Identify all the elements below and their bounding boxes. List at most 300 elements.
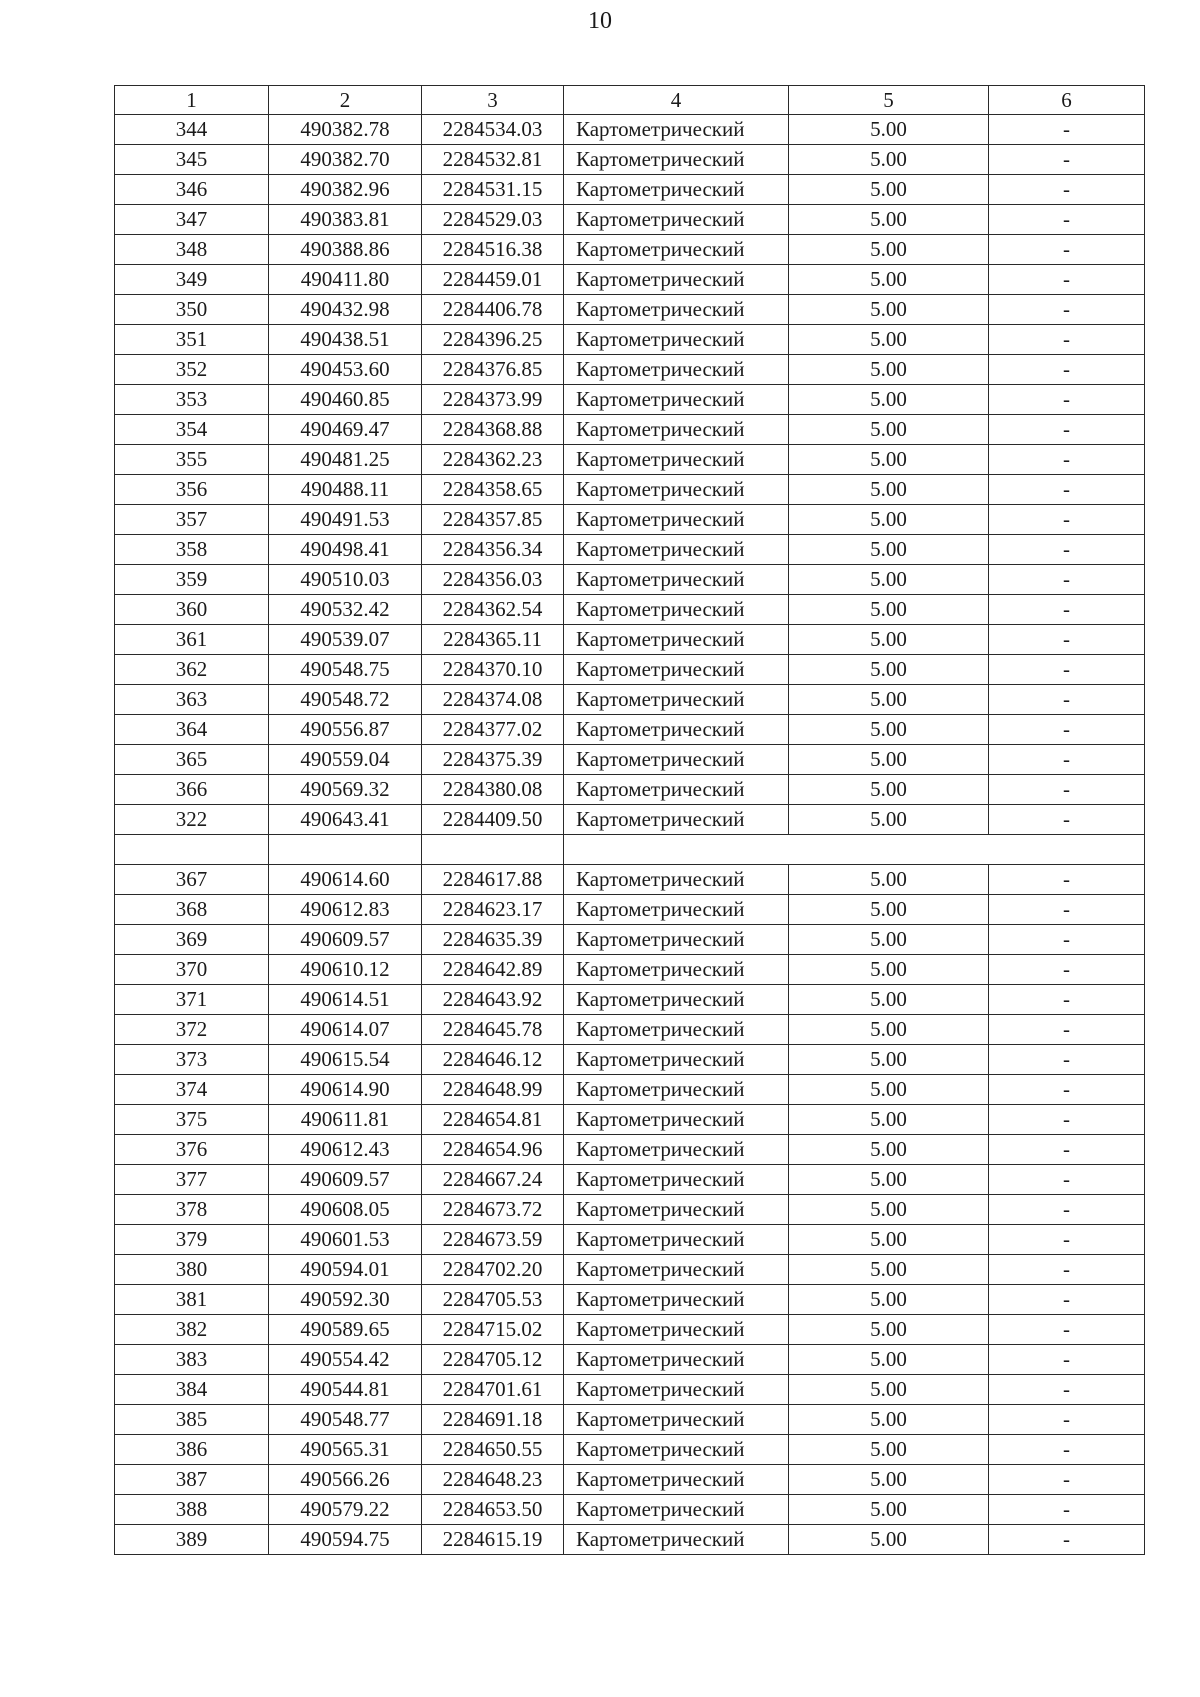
cell-point-number: 348 <box>115 235 269 265</box>
cell-coord-x: 490612.83 <box>269 895 422 925</box>
cell-coord-y: 2284617.88 <box>422 865 564 895</box>
cell-note: - <box>989 1315 1145 1345</box>
cell-accuracy: 5.00 <box>789 715 989 745</box>
cell-coord-x: 490382.70 <box>269 145 422 175</box>
cell-coord-y: 2284356.34 <box>422 535 564 565</box>
cell-coord-y: 2284529.03 <box>422 205 564 235</box>
table-row <box>115 955 1145 985</box>
table-row <box>115 1375 1145 1405</box>
cell-coord-y: 2284376.85 <box>422 355 564 385</box>
cell-coord-y: 2284702.20 <box>422 1255 564 1285</box>
table-row <box>115 415 1145 445</box>
separator-row <box>115 835 1145 865</box>
cell-method: Картометрический <box>564 475 789 505</box>
table-row <box>115 1255 1145 1285</box>
cell-accuracy: 5.00 <box>789 805 989 835</box>
cell-note: - <box>989 1195 1145 1225</box>
empty-cell <box>269 835 422 865</box>
cell-method: Картометрический <box>564 1045 789 1075</box>
cell-accuracy: 5.00 <box>789 205 989 235</box>
cell-method: Картометрический <box>564 1165 789 1195</box>
cell-point-number: 358 <box>115 535 269 565</box>
table-row <box>115 1225 1145 1255</box>
cell-coord-y: 2284667.24 <box>422 1165 564 1195</box>
table-row <box>115 625 1145 655</box>
cell-coord-y: 2284380.08 <box>422 775 564 805</box>
cell-note: - <box>989 385 1145 415</box>
cell-note: - <box>989 565 1145 595</box>
cell-note: - <box>989 625 1145 655</box>
column-header: 3 <box>422 86 564 115</box>
cell-coord-x: 490554.42 <box>269 1345 422 1375</box>
cell-coord-x: 490614.07 <box>269 1015 422 1045</box>
cell-point-number: 389 <box>115 1525 269 1555</box>
table-row <box>115 445 1145 475</box>
table-row <box>115 115 1145 145</box>
cell-note: - <box>989 235 1145 265</box>
cell-coord-x: 490548.77 <box>269 1405 422 1435</box>
cell-accuracy: 5.00 <box>789 565 989 595</box>
cell-coord-y: 2284375.39 <box>422 745 564 775</box>
cell-accuracy: 5.00 <box>789 745 989 775</box>
cell-coord-y: 2284648.23 <box>422 1465 564 1495</box>
cell-note: - <box>989 1285 1145 1315</box>
table-row <box>115 565 1145 595</box>
cell-note: - <box>989 1435 1145 1465</box>
cell-note: - <box>989 1525 1145 1555</box>
cell-point-number: 384 <box>115 1375 269 1405</box>
cell-coord-y: 2284531.15 <box>422 175 564 205</box>
cell-method: Картометрический <box>564 955 789 985</box>
cell-coord-y: 2284673.72 <box>422 1195 564 1225</box>
cell-coord-x: 490556.87 <box>269 715 422 745</box>
table-row <box>115 1195 1145 1225</box>
cell-coord-y: 2284642.89 <box>422 955 564 985</box>
cell-coord-x: 490548.72 <box>269 685 422 715</box>
cell-coord-y: 2284654.96 <box>422 1135 564 1165</box>
cell-coord-y: 2284373.99 <box>422 385 564 415</box>
cell-accuracy: 5.00 <box>789 115 989 145</box>
cell-method: Картометрический <box>564 385 789 415</box>
cell-note: - <box>989 355 1145 385</box>
cell-point-number: 387 <box>115 1465 269 1495</box>
table-row <box>115 1285 1145 1315</box>
cell-method: Картометрический <box>564 1075 789 1105</box>
cell-note: - <box>989 715 1145 745</box>
table-row <box>115 175 1145 205</box>
cell-coord-y: 2284643.92 <box>422 985 564 1015</box>
cell-method: Картометрический <box>564 115 789 145</box>
cell-method: Картометрический <box>564 685 789 715</box>
cell-method: Картометрический <box>564 1015 789 1045</box>
cell-coord-y: 2284396.25 <box>422 325 564 355</box>
cell-note: - <box>989 1135 1145 1165</box>
cell-method: Картометрический <box>564 625 789 655</box>
cell-coord-x: 490579.22 <box>269 1495 422 1525</box>
cell-accuracy: 5.00 <box>789 445 989 475</box>
table-row <box>115 385 1145 415</box>
table-header-row <box>115 86 1145 115</box>
cell-accuracy: 5.00 <box>789 655 989 685</box>
cell-note: - <box>989 1045 1145 1075</box>
cell-method: Картометрический <box>564 1525 789 1555</box>
cell-coord-y: 2284705.53 <box>422 1285 564 1315</box>
cell-method: Картометрический <box>564 505 789 535</box>
cell-point-number: 347 <box>115 205 269 235</box>
cell-point-number: 366 <box>115 775 269 805</box>
cell-accuracy: 5.00 <box>789 1375 989 1405</box>
cell-point-number: 357 <box>115 505 269 535</box>
cell-accuracy: 5.00 <box>789 955 989 985</box>
cell-method: Картометрический <box>564 295 789 325</box>
empty-cell <box>422 835 564 865</box>
cell-coord-y: 2284362.54 <box>422 595 564 625</box>
cell-coord-x: 490539.07 <box>269 625 422 655</box>
cell-point-number: 378 <box>115 1195 269 1225</box>
table-row <box>115 235 1145 265</box>
cell-accuracy: 5.00 <box>789 415 989 445</box>
cell-coord-y: 2284654.81 <box>422 1105 564 1135</box>
cell-coord-x: 490453.60 <box>269 355 422 385</box>
cell-coord-x: 490510.03 <box>269 565 422 595</box>
cell-coord-x: 490491.53 <box>269 505 422 535</box>
table-row <box>115 985 1145 1015</box>
cell-coord-x: 490460.85 <box>269 385 422 415</box>
cell-point-number: 364 <box>115 715 269 745</box>
cell-note: - <box>989 505 1145 535</box>
cell-accuracy: 5.00 <box>789 985 989 1015</box>
cell-note: - <box>989 115 1145 145</box>
cell-point-number: 368 <box>115 895 269 925</box>
cell-method: Картометрический <box>564 235 789 265</box>
cell-accuracy: 5.00 <box>789 595 989 625</box>
cell-coord-y: 2284532.81 <box>422 145 564 175</box>
table-row <box>115 1525 1145 1555</box>
cell-accuracy: 5.00 <box>789 1315 989 1345</box>
cell-point-number: 365 <box>115 745 269 775</box>
empty-cell <box>115 835 269 865</box>
table-row <box>115 1345 1145 1375</box>
cell-note: - <box>989 205 1145 235</box>
cell-method: Картометрический <box>564 595 789 625</box>
cell-point-number: 385 <box>115 1405 269 1435</box>
table-row <box>115 745 1145 775</box>
cell-accuracy: 5.00 <box>789 1195 989 1225</box>
cell-note: - <box>989 295 1145 325</box>
cell-method: Картометрический <box>564 655 789 685</box>
cell-accuracy: 5.00 <box>789 1105 989 1135</box>
cell-accuracy: 5.00 <box>789 895 989 925</box>
cell-accuracy: 5.00 <box>789 1135 989 1165</box>
cell-coord-x: 490382.96 <box>269 175 422 205</box>
cell-method: Картометрический <box>564 1105 789 1135</box>
cell-coord-x: 490566.26 <box>269 1465 422 1495</box>
cell-note: - <box>989 175 1145 205</box>
table-row <box>115 1465 1145 1495</box>
cell-accuracy: 5.00 <box>789 505 989 535</box>
cell-point-number: 355 <box>115 445 269 475</box>
cell-method: Картометрический <box>564 535 789 565</box>
cell-method: Картометрический <box>564 1255 789 1285</box>
cell-method: Картометрический <box>564 205 789 235</box>
cell-method: Картометрический <box>564 925 789 955</box>
cell-point-number: 349 <box>115 265 269 295</box>
cell-point-number: 350 <box>115 295 269 325</box>
cell-coord-y: 2284623.17 <box>422 895 564 925</box>
cell-point-number: 375 <box>115 1105 269 1135</box>
cell-note: - <box>989 985 1145 1015</box>
cell-coord-y: 2284406.78 <box>422 295 564 325</box>
cell-method: Картометрический <box>564 1405 789 1435</box>
cell-method: Картометрический <box>564 985 789 1015</box>
table-row <box>115 145 1145 175</box>
table-row <box>115 1165 1145 1195</box>
cell-point-number: 379 <box>115 1225 269 1255</box>
cell-note: - <box>989 925 1145 955</box>
cell-coord-x: 490614.60 <box>269 865 422 895</box>
cell-coord-y: 2284357.85 <box>422 505 564 535</box>
cell-accuracy: 5.00 <box>789 1165 989 1195</box>
cell-point-number: 359 <box>115 565 269 595</box>
cell-method: Картометрический <box>564 1495 789 1525</box>
column-header: 5 <box>789 86 989 115</box>
cell-method: Картометрический <box>564 265 789 295</box>
cell-point-number: 376 <box>115 1135 269 1165</box>
cell-coord-y: 2284673.59 <box>422 1225 564 1255</box>
cell-coord-x: 490589.65 <box>269 1315 422 1345</box>
cell-accuracy: 5.00 <box>789 1075 989 1105</box>
cell-method: Картометрический <box>564 1465 789 1495</box>
table-row <box>115 595 1145 625</box>
cell-coord-y: 2284648.99 <box>422 1075 564 1105</box>
cell-coord-y: 2284356.03 <box>422 565 564 595</box>
cell-method: Картометрический <box>564 1435 789 1465</box>
cell-point-number: 377 <box>115 1165 269 1195</box>
cell-coord-y: 2284409.50 <box>422 805 564 835</box>
table-row <box>115 1405 1145 1435</box>
cell-coord-y: 2284368.88 <box>422 415 564 445</box>
cell-point-number: 371 <box>115 985 269 1015</box>
cell-coord-y: 2284377.02 <box>422 715 564 745</box>
cell-method: Картометрический <box>564 145 789 175</box>
cell-coord-x: 490565.31 <box>269 1435 422 1465</box>
cell-coord-x: 490488.11 <box>269 475 422 505</box>
cell-coord-x: 490548.75 <box>269 655 422 685</box>
table-row <box>115 475 1145 505</box>
cell-accuracy: 5.00 <box>789 685 989 715</box>
cell-point-number: 367 <box>115 865 269 895</box>
cell-coord-x: 490608.05 <box>269 1195 422 1225</box>
cell-note: - <box>989 745 1145 775</box>
cell-accuracy: 5.00 <box>789 1255 989 1285</box>
cell-point-number: 370 <box>115 955 269 985</box>
cell-coord-x: 490614.90 <box>269 1075 422 1105</box>
cell-coord-x: 490615.54 <box>269 1045 422 1075</box>
table-row <box>115 505 1145 535</box>
cell-note: - <box>989 1255 1145 1285</box>
cell-method: Картометрический <box>564 1195 789 1225</box>
cell-note: - <box>989 265 1145 295</box>
cell-note: - <box>989 805 1145 835</box>
cell-coord-x: 490594.75 <box>269 1525 422 1555</box>
column-header: 6 <box>989 86 1145 115</box>
cell-coord-x: 490481.25 <box>269 445 422 475</box>
cell-coord-y: 2284715.02 <box>422 1315 564 1345</box>
cell-accuracy: 5.00 <box>789 235 989 265</box>
cell-note: - <box>989 1345 1145 1375</box>
cell-point-number: 380 <box>115 1255 269 1285</box>
cell-method: Картометрический <box>564 1135 789 1165</box>
cell-point-number: 322 <box>115 805 269 835</box>
table-row <box>115 295 1145 325</box>
table-row <box>115 805 1145 835</box>
table-row <box>115 325 1145 355</box>
cell-note: - <box>989 415 1145 445</box>
cell-method: Картометрический <box>564 1345 789 1375</box>
cell-coord-x: 490383.81 <box>269 205 422 235</box>
cell-note: - <box>989 445 1145 475</box>
table-row <box>115 1315 1145 1345</box>
cell-point-number: 344 <box>115 115 269 145</box>
cell-point-number: 374 <box>115 1075 269 1105</box>
cell-point-number: 372 <box>115 1015 269 1045</box>
cell-method: Картометрический <box>564 355 789 385</box>
cell-coord-x: 490594.01 <box>269 1255 422 1285</box>
cell-point-number: 345 <box>115 145 269 175</box>
cell-accuracy: 5.00 <box>789 1225 989 1255</box>
cell-coord-x: 490609.57 <box>269 925 422 955</box>
cell-accuracy: 5.00 <box>789 1465 989 1495</box>
cell-accuracy: 5.00 <box>789 775 989 805</box>
cell-point-number: 356 <box>115 475 269 505</box>
cell-coord-x: 490432.98 <box>269 295 422 325</box>
cell-coord-x: 490592.30 <box>269 1285 422 1315</box>
cell-method: Картометрический <box>564 415 789 445</box>
cell-coord-x: 490498.41 <box>269 535 422 565</box>
cell-note: - <box>989 1465 1145 1495</box>
cell-note: - <box>989 595 1145 625</box>
cell-point-number: 360 <box>115 595 269 625</box>
cell-coord-x: 490611.81 <box>269 1105 422 1135</box>
cell-coord-x: 490438.51 <box>269 325 422 355</box>
cell-point-number: 351 <box>115 325 269 355</box>
cell-coord-y: 2284615.19 <box>422 1525 564 1555</box>
cell-coord-y: 2284653.50 <box>422 1495 564 1525</box>
cell-method: Картометрический <box>564 745 789 775</box>
cell-coord-x: 490388.86 <box>269 235 422 265</box>
cell-point-number: 383 <box>115 1345 269 1375</box>
cell-point-number: 362 <box>115 655 269 685</box>
cell-method: Картометрический <box>564 715 789 745</box>
cell-coord-y: 2284635.39 <box>422 925 564 955</box>
cell-coord-x: 490532.42 <box>269 595 422 625</box>
cell-coord-x: 490614.51 <box>269 985 422 1015</box>
cell-point-number: 382 <box>115 1315 269 1345</box>
cell-coord-y: 2284516.38 <box>422 235 564 265</box>
cell-accuracy: 5.00 <box>789 1525 989 1555</box>
cell-coord-y: 2284459.01 <box>422 265 564 295</box>
cell-coord-x: 490559.04 <box>269 745 422 775</box>
cell-note: - <box>989 865 1145 895</box>
cell-accuracy: 5.00 <box>789 1345 989 1375</box>
cell-coord-y: 2284365.11 <box>422 625 564 655</box>
cell-coord-y: 2284362.23 <box>422 445 564 475</box>
column-header: 1 <box>115 86 269 115</box>
cell-note: - <box>989 1225 1145 1255</box>
table-row <box>115 685 1145 715</box>
cell-note: - <box>989 655 1145 685</box>
cell-note: - <box>989 325 1145 355</box>
cell-point-number: 373 <box>115 1045 269 1075</box>
cell-coord-y: 2284650.55 <box>422 1435 564 1465</box>
cell-point-number: 354 <box>115 415 269 445</box>
table-row <box>115 355 1145 385</box>
table-body <box>115 115 1145 1555</box>
cell-coord-x: 490643.41 <box>269 805 422 835</box>
cell-point-number: 352 <box>115 355 269 385</box>
column-header: 2 <box>269 86 422 115</box>
cell-coord-x: 490601.53 <box>269 1225 422 1255</box>
cell-accuracy: 5.00 <box>789 1435 989 1465</box>
cell-coord-y: 2284646.12 <box>422 1045 564 1075</box>
table-row <box>115 895 1145 925</box>
cell-note: - <box>989 145 1145 175</box>
column-header: 4 <box>564 86 789 115</box>
cell-method: Картометрический <box>564 1285 789 1315</box>
cell-point-number: 363 <box>115 685 269 715</box>
table-row <box>115 1075 1145 1105</box>
table-row <box>115 535 1145 565</box>
cell-method: Картометрический <box>564 865 789 895</box>
table-row <box>115 1015 1145 1045</box>
empty-cell <box>564 835 1145 865</box>
cell-method: Картометрический <box>564 775 789 805</box>
cell-coord-x: 490544.81 <box>269 1375 422 1405</box>
table-row <box>115 1495 1145 1525</box>
cell-note: - <box>989 535 1145 565</box>
cell-accuracy: 5.00 <box>789 625 989 655</box>
cell-coord-x: 490609.57 <box>269 1165 422 1195</box>
table-row <box>115 775 1145 805</box>
cell-accuracy: 5.00 <box>789 295 989 325</box>
table-row <box>115 1435 1145 1465</box>
cell-coord-x: 490569.32 <box>269 775 422 805</box>
cell-method: Картометрический <box>564 1375 789 1405</box>
cell-coord-y: 2284374.08 <box>422 685 564 715</box>
cell-accuracy: 5.00 <box>789 145 989 175</box>
cell-accuracy: 5.00 <box>789 265 989 295</box>
cell-coord-y: 2284691.18 <box>422 1405 564 1435</box>
cell-coord-x: 490411.80 <box>269 265 422 295</box>
cell-point-number: 386 <box>115 1435 269 1465</box>
cell-note: - <box>989 1075 1145 1105</box>
cell-accuracy: 5.00 <box>789 1495 989 1525</box>
cell-accuracy: 5.00 <box>789 1015 989 1045</box>
cell-point-number: 369 <box>115 925 269 955</box>
cell-coord-y: 2284370.10 <box>422 655 564 685</box>
cell-coord-y: 2284701.61 <box>422 1375 564 1405</box>
cell-coord-y: 2284534.03 <box>422 115 564 145</box>
cell-method: Картометрический <box>564 175 789 205</box>
cell-accuracy: 5.00 <box>789 1285 989 1315</box>
cell-method: Картометрический <box>564 445 789 475</box>
cell-coord-x: 490610.12 <box>269 955 422 985</box>
cell-coord-y: 2284645.78 <box>422 1015 564 1045</box>
cell-note: - <box>989 1405 1145 1435</box>
cell-method: Картометрический <box>564 1315 789 1345</box>
cell-note: - <box>989 1375 1145 1405</box>
cell-coord-y: 2284705.12 <box>422 1345 564 1375</box>
